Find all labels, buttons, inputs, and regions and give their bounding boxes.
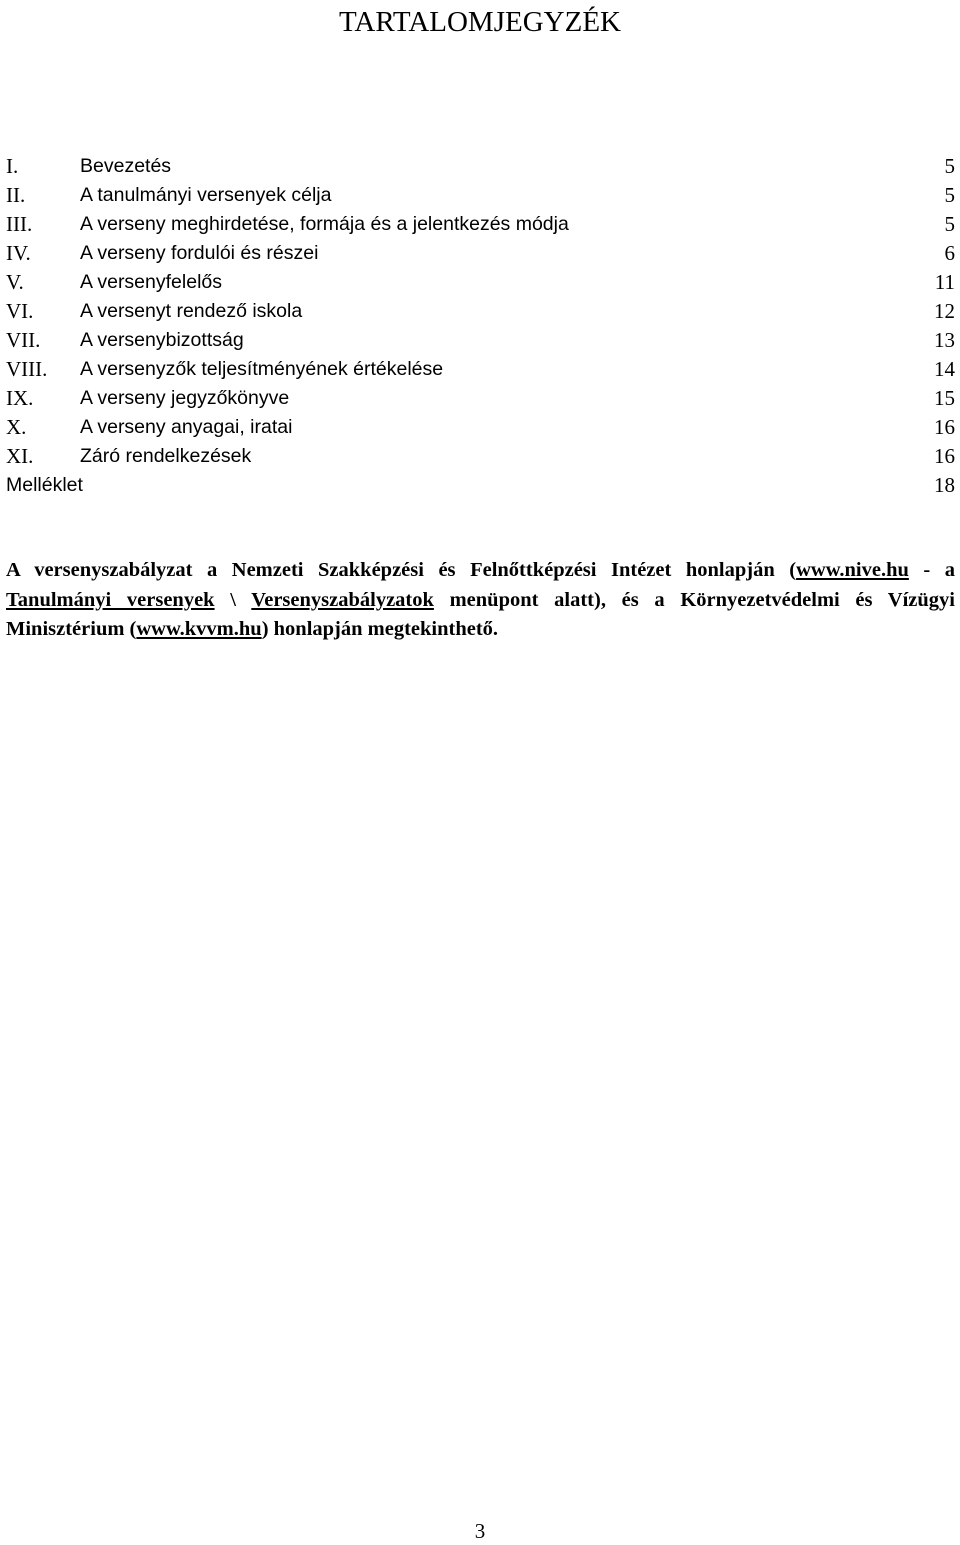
- toc-entry-number: VII.: [6, 328, 41, 352]
- toc-entry-1[interactable]: [6, 152, 955, 181]
- versenyszabalyzatok-link[interactable]: Versenyszabályzatok: [251, 588, 434, 611]
- toc-entry-title: A verseny fordulói és részei: [80, 242, 319, 264]
- toc-entry-appendix[interactable]: [6, 471, 955, 500]
- toc-entry-page: 5: [944, 183, 955, 207]
- toc-entry-9[interactable]: [6, 384, 955, 413]
- tanulmanyi-versenyek-link[interactable]: Tanulmányi versenyek: [6, 588, 215, 611]
- toc-entry-8[interactable]: [6, 355, 955, 384]
- toc-entry-title: A versenyfelelős: [80, 271, 222, 293]
- toc-entry-number: IV.: [6, 241, 31, 265]
- toc-entry-4[interactable]: [6, 239, 955, 268]
- toc-entry-3[interactable]: [6, 210, 955, 239]
- toc-entry-page: 14: [934, 357, 955, 381]
- toc-entry-page: 6: [944, 241, 955, 265]
- toc-entry-number: IX.: [6, 386, 34, 410]
- toc-entry-number: VIII.: [6, 357, 48, 381]
- toc-entry-title: Záró rendelkezések: [80, 445, 252, 467]
- toc-entry-11[interactable]: [6, 442, 955, 471]
- note-text: A versenyszabályzat a Nemzeti Szakképzési és Felnőttképzési Intézet honlapján (: [6, 559, 797, 581]
- note-text: ) honlapján megtekinthető.: [261, 618, 499, 640]
- toc-entry-title: Bevezetés: [80, 155, 172, 177]
- toc-entry-page: 12: [934, 299, 955, 323]
- toc-entry-title: A verseny jegyzőkönyve: [80, 387, 290, 409]
- toc-entry-title: A verseny anyagai, iratai: [80, 416, 293, 438]
- toc-entry-page: 5: [944, 154, 955, 178]
- toc-entry-title: A verseny meghirdetése, formája és a jelentkezés módja: [80, 213, 569, 235]
- toc-entry-number: X.: [6, 415, 27, 439]
- toc-entry-title: A versenyzők teljesítményének értékelése: [80, 358, 444, 380]
- toc-entry-6[interactable]: [6, 297, 955, 326]
- toc-entry-page: 16: [934, 415, 955, 439]
- toc-entry-number: VI.: [6, 299, 34, 323]
- toc-entry-number: I.: [6, 154, 19, 178]
- toc-entry-number: II.: [6, 183, 26, 207]
- toc-entry-title: A versenyt rendező iskola: [80, 300, 303, 322]
- toc-entry-title: A versenybizottság: [80, 329, 244, 351]
- toc-entry-2[interactable]: [6, 181, 955, 210]
- note-text: menüpont alatt), és a Környezetvédelmi és Vízügyi Minisztérium (: [6, 588, 956, 640]
- toc-entry-10[interactable]: [6, 413, 955, 442]
- page-number: 3: [474, 1519, 486, 1543]
- toc-entry-7[interactable]: [6, 326, 955, 355]
- kvvm-link[interactable]: www.kvvm.hu: [136, 618, 262, 640]
- toc-entry-title: Melléklet: [6, 474, 83, 496]
- note-text: \: [214, 588, 252, 611]
- note-text: - a: [908, 559, 956, 581]
- table-of-contents: [6, 152, 955, 500]
- toc-entry-number: XI.: [6, 444, 34, 468]
- toc-entry-5[interactable]: [6, 268, 955, 297]
- toc-entry-page: 18: [934, 473, 955, 497]
- availability-note: [6, 556, 955, 645]
- toc-entry-number: III.: [6, 212, 33, 236]
- toc-entry-page: 16: [934, 444, 955, 468]
- toc-entry-page: 15: [934, 386, 955, 410]
- toc-entry-title: A tanulmányi versenyek célja: [80, 184, 332, 206]
- nive-link[interactable]: www.nive.hu: [796, 559, 909, 581]
- toc-entry-page: 13: [934, 328, 955, 352]
- toc-entry-number: V.: [6, 270, 24, 294]
- toc-entry-page: 11: [934, 270, 955, 294]
- page-title: TARTALOMJEGYZÉK: [339, 6, 621, 38]
- toc-entry-page: 5: [944, 212, 955, 236]
